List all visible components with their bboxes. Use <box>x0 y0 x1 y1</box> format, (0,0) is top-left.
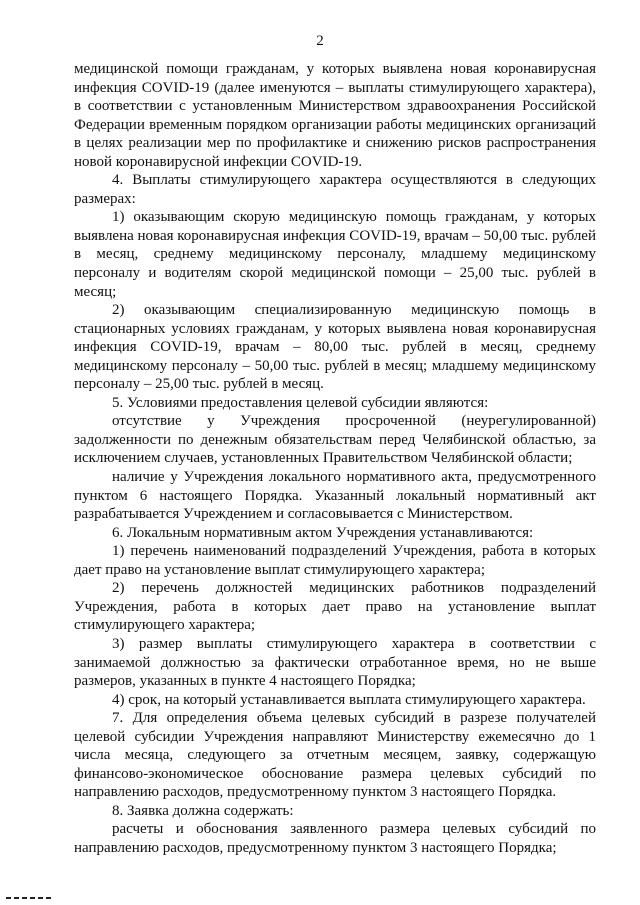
paragraph-item-6: 6. Локальным нормативным актом Учреждения устанавливаются: <box>112 524 534 541</box>
paragraph-item-6-3: 3) размер выплаты стимулирующего характера в соответствии с занимаемой должностью за фактически отработанное время, но не выше размеров, указанных в пункте 4 настоящего Порядка; <box>74 635 596 690</box>
page-number: 2 <box>316 33 324 49</box>
paragraph-item-5: 5. Условиями предоставления целевой субсидии являются: <box>112 394 489 411</box>
paragraph-item-5-condition-2: наличие у Учреждения локального нормативного акта, предусмотренного пунктом 6 настоящего Порядка. Указанный локальный нормативный акт разрабатывается Учреждением и согласовывается с Министерством. <box>74 469 596 523</box>
paragraph-item-5-condition-1: отсутствие у Учреждения просроченной (неурегулированной) задолженности по денежным обязательствам перед Челябинской областью, за исключением случаев, установленных Правительством Челябинской области; <box>74 413 596 467</box>
document-body <box>74 60 596 858</box>
paragraph-item-8: 8. Заявка должна содержать: <box>112 802 294 819</box>
scan-corner-mark <box>6 897 52 899</box>
paragraph-item-6-4: 4) срок, на который устанавливается выплата стимулирующего характера. <box>112 691 586 708</box>
paragraph-item-4-2: 2) оказывающим специализированную медицинскую помощь в стационарных условиях гражданам, у которых выявлена новая коронавирусная инфекция COVID-19, врачам – 80,00 тыс. рублей в месяц, среднему медицинскому персоналу – 50,00 тыс. рублей в месяц; младшему медицинскому персоналу – 25,00 тыс. рублей в месяц. <box>74 302 596 393</box>
paragraph-item-6-2: 2) перечень должностей медицинских работников подразделений Учреждения, работа в которых дает право на установление выплат стимулирующего характера; <box>74 580 596 634</box>
paragraph-item-4: 4. Выплаты стимулирующего характера осуществляются в следующих размерах: <box>74 172 596 207</box>
paragraph-item-7: 7. Для определения объема целевых субсидий в разрезе получателей целевой субсидии Учреждения направляют Министерству ежемесячно до 1 числа месяца, следующего за отчетным месяцем, заявку, содержащую финансово-экономическое обоснование размера целевых субсидий по направлению расходов, предусмотренному пунктом 3 настоящего Порядка. <box>74 710 596 801</box>
paragraph-item-4-1: 1) оказывающим скорую медицинскую помощь гражданам, у которых выявлена новая коронавирусная инфекция COVID-19, врачам – 50,00 тыс. рублей в месяц, среднему медицинскому персоналу, младшему медицинскому персоналу и водителям скорой медицинской помощи – 25,00 тыс. рублей в месяц; <box>74 209 596 300</box>
paragraph-item-8-1: расчеты и обоснования заявленного размера целевых субсидий по направлению расходов, предусмотренному пунктом 3 настоящего Порядка; <box>74 821 596 856</box>
paragraph-continuation: медицинской помощи гражданам, у которых выявлена новая коронавирусная инфекция COVID-19 (далее именуются – выплаты стимулирующего характера), в соответствии с установленным Министерством здравоохранения Российской Федерации временным порядком организации работы медицинских организаций в целях реализации мер по профилактике и снижению рисков распространения новой коронавирусной инфекции COVID-19. <box>74 61 596 170</box>
paragraph-item-6-1: 1) перечень наименований подразделений Учреждения, работа в которых дает право на установление выплат стимулирующего характера; <box>74 543 596 578</box>
